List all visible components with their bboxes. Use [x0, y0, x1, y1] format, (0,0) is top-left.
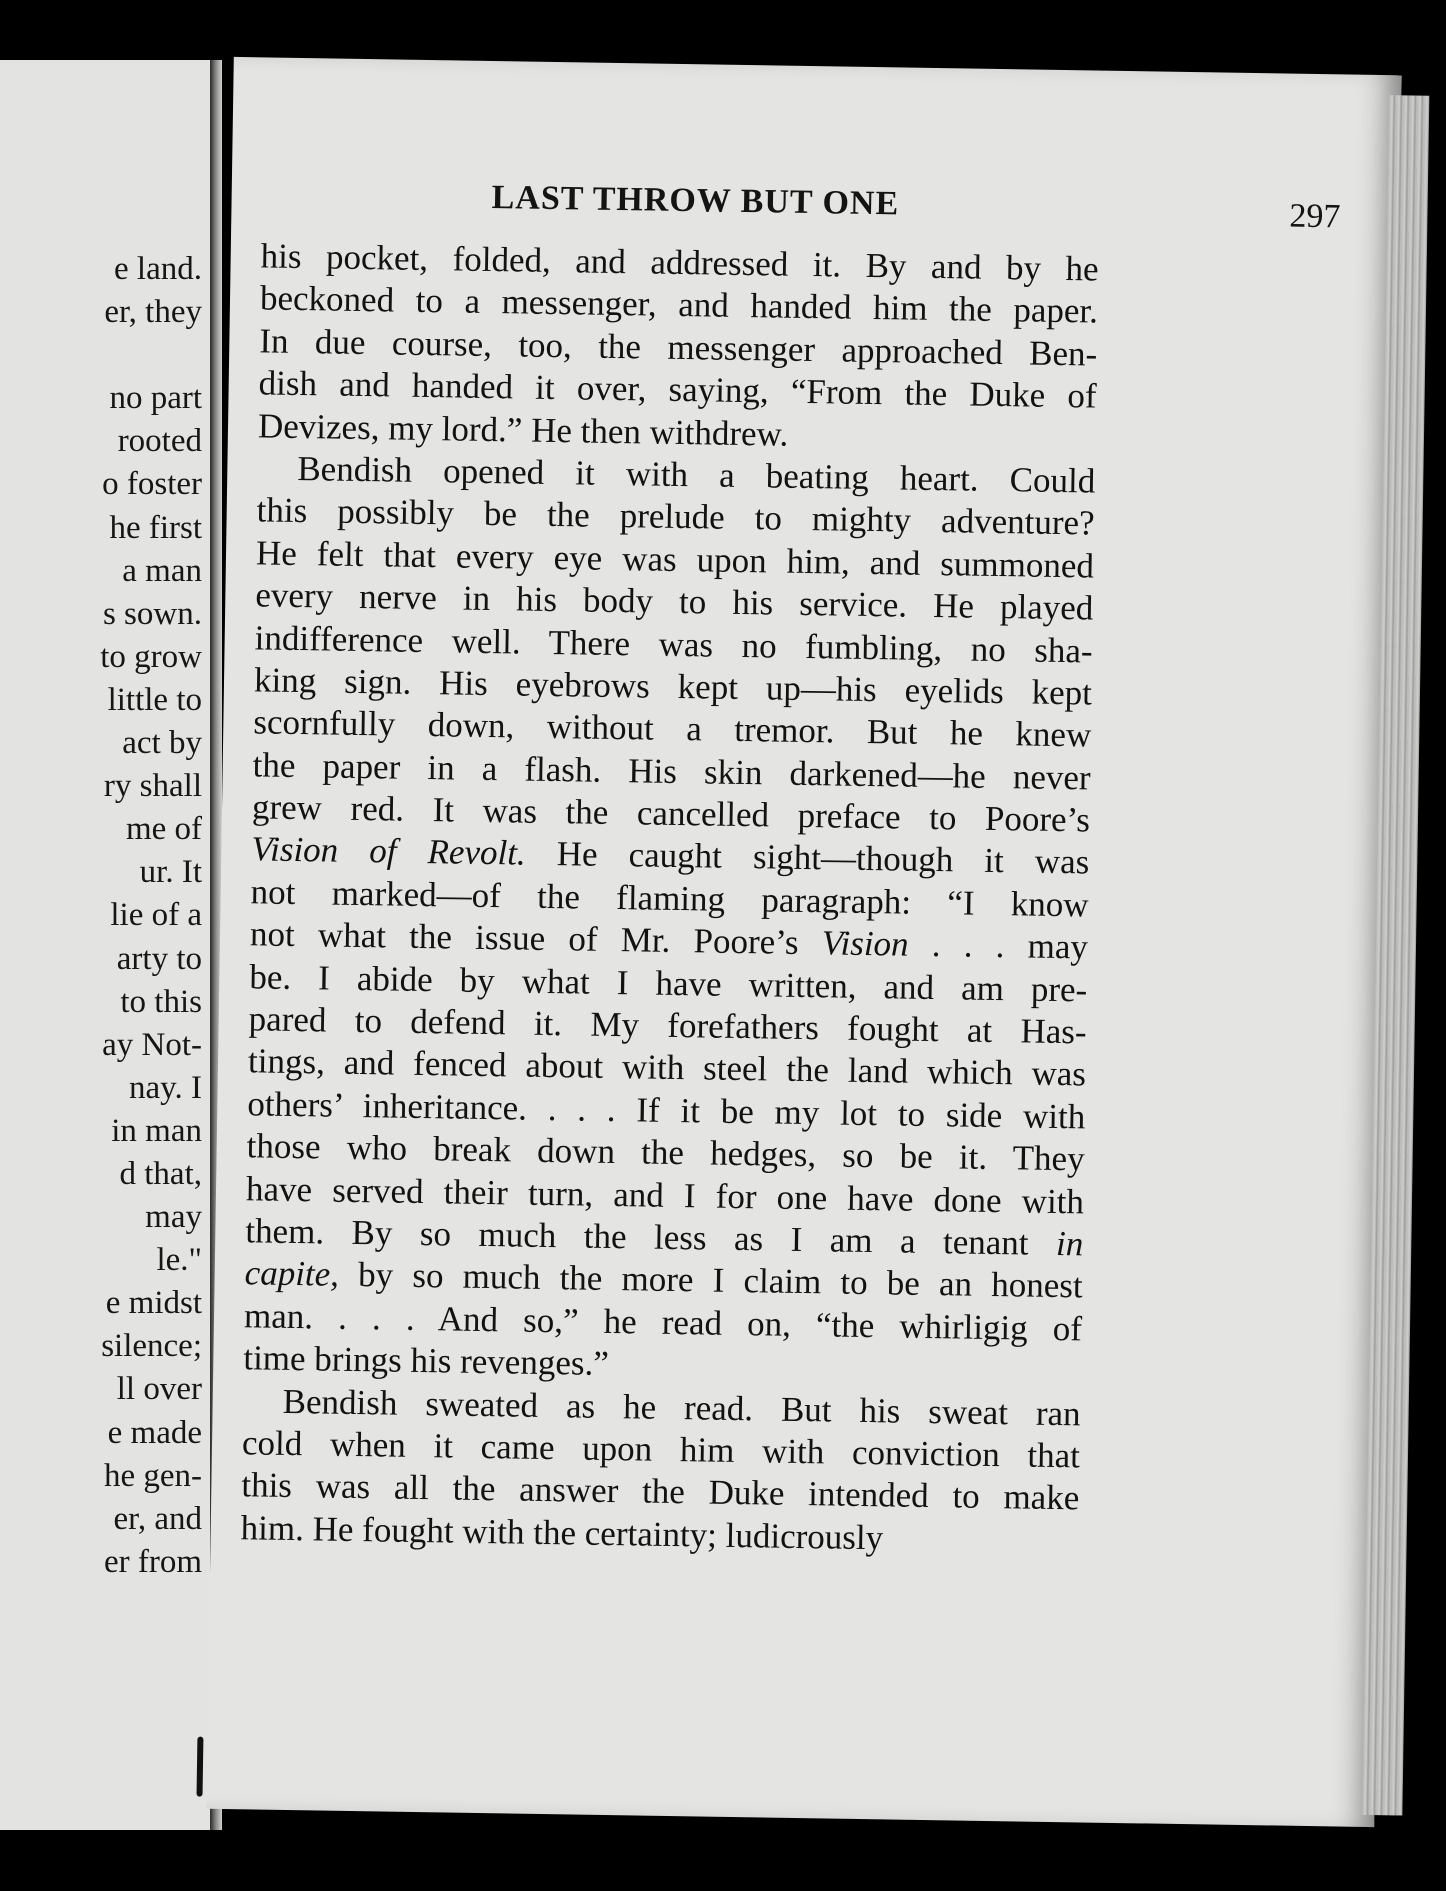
- left-page-line: le.": [156, 1242, 202, 1279]
- left-page-line: arty to: [116, 940, 202, 977]
- text-line: every nerve in his body to his service. He played: [255, 575, 1094, 628]
- left-page-line: in man: [111, 1112, 202, 1149]
- text-line: this was all the answer the Duke intended to make: [241, 1465, 1080, 1518]
- left-page-line: a man: [122, 552, 202, 589]
- left-page-line: no part: [109, 380, 202, 417]
- text-line: be. I abide by what I have written, and am pre-: [249, 956, 1088, 1010]
- left-page-fragment: [0, 60, 214, 1830]
- text-line: cold when it came upon him with conviction that: [241, 1423, 1081, 1476]
- italic-text-segment: Vision: [821, 923, 909, 964]
- text-line: him. He fought with the certainty; ludicrously: [240, 1507, 884, 1558]
- text-segment: by so much the more I claim to be an honest: [338, 1255, 1083, 1306]
- left-page-line: lie of a: [110, 897, 202, 934]
- left-page-line: er, and: [113, 1500, 202, 1537]
- text-segment: He caught sight—though it was: [525, 834, 1090, 882]
- text-line: time brings his revenges.”: [243, 1338, 610, 1384]
- text-line: Bendish opened it with a beating heart. Could: [297, 448, 1096, 501]
- text-line: have served their turn, and I for one have done with: [245, 1168, 1085, 1222]
- left-page-line: me of: [125, 811, 202, 848]
- left-page-line: d that,: [119, 1155, 202, 1192]
- left-page-line: er from: [103, 1543, 202, 1580]
- left-page-text: [0, 248, 202, 1584]
- text-segment: not what the issue of Mr. Poore’s: [249, 914, 823, 963]
- left-page-line: er, they: [104, 294, 202, 331]
- margin-mark: [197, 1737, 204, 1797]
- text-line: He felt that every eye was upon him, and summoned: [255, 533, 1095, 586]
- left-page-line: ll over: [116, 1371, 202, 1408]
- running-head: LAST THROW BUT ONE: [491, 179, 900, 223]
- left-page-line: to this: [120, 983, 202, 1020]
- text-line: those who break down the hedges, so be it. They: [246, 1126, 1085, 1179]
- left-page-line: s sown.: [102, 595, 202, 632]
- italic-text-segment: Vision of Revolt.: [251, 829, 527, 874]
- left-page-line: act by: [122, 725, 202, 762]
- left-page-line: nay. I: [129, 1069, 202, 1106]
- left-page-line: e made: [107, 1414, 202, 1451]
- page-edge-stack: [1362, 95, 1429, 1815]
- left-page-line: e land.: [114, 251, 202, 287]
- left-page-line: o foster: [102, 466, 202, 503]
- text-line: the paper in a flash. His skin darkened—he never: [252, 745, 1091, 798]
- text-segment: them. By so much the less as I am a tenant: [245, 1211, 1057, 1263]
- left-page-line: [0, 334, 202, 377]
- text-line: beckoned to a messenger, and handed him the paper.: [259, 278, 1099, 331]
- left-page-line: silence;: [101, 1328, 202, 1365]
- text-line: pared to defend it. My forefathers fought at Has-: [248, 999, 1087, 1052]
- left-page-line: he first: [109, 509, 202, 546]
- right-page: [206, 57, 1401, 1827]
- page-number: 297: [1289, 197, 1341, 236]
- left-page-line: he gen-: [103, 1457, 202, 1494]
- left-page-line: ay Not-: [102, 1026, 202, 1063]
- text-line: his pocket, folded, and addressed it. By and by he: [260, 236, 1099, 289]
- left-page-line: may: [145, 1199, 202, 1236]
- text-segment: . . . may: [908, 924, 1089, 967]
- text-line: not marked—of the flaming paragraph: “I know: [250, 872, 1089, 925]
- left-page-line: little to: [107, 681, 202, 718]
- left-page-line: rooted: [117, 423, 202, 460]
- text-line: Bendish sweated as he read. But his sweat ran: [282, 1381, 1081, 1433]
- text-line: grew red. It was the cancelled preface to Poore’s: [251, 787, 1091, 840]
- text-line: Devizes, my lord.” He then withdrew.: [257, 405, 789, 454]
- text-line: this possibly be the prelude to mighty adventure?: [256, 490, 1095, 543]
- text-line: In due course, too, the messenger approached Ben-: [259, 321, 1098, 374]
- text-line: indifference well. There was no fumbling, no sha-: [254, 617, 1093, 671]
- text-line: man. . . . And so,” he read on, “the whirligig of: [243, 1296, 1083, 1349]
- left-page-line: ur. It: [139, 854, 202, 891]
- text-line: others’ inheritance. . . . If it be my lot to side with: [247, 1084, 1086, 1137]
- text-line: dish and handed it over, saying, “From the Duke of: [258, 363, 1097, 416]
- left-page-line: ry shall: [103, 768, 202, 805]
- body-text: [240, 235, 1099, 1562]
- text-line: king sign. His eyebrows kept up—his eyelids kept: [253, 660, 1093, 713]
- italic-text-segment: in: [1055, 1223, 1084, 1264]
- text-line: scornfully down, without a tremor. But he knew: [253, 702, 1092, 755]
- left-page-line: to grow: [100, 638, 202, 675]
- left-page-line: e midst: [105, 1285, 202, 1322]
- text-line: tings, and fenced about with steel the land which was: [247, 1041, 1087, 1094]
- italic-text-segment: capite,: [244, 1253, 340, 1295]
